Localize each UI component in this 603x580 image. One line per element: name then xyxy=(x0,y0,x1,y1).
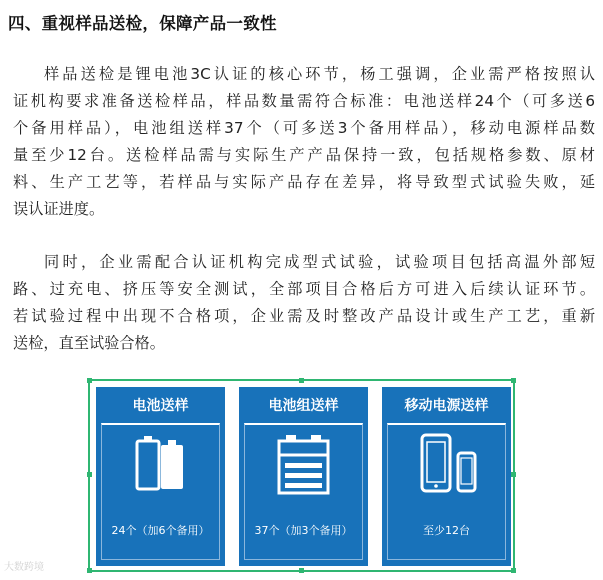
section-heading: 四、重视样品送检，保障产品一致性 xyxy=(8,14,277,33)
card-body xyxy=(244,423,363,560)
card-battery-sample xyxy=(96,387,225,566)
paragraph-line: 误认证进度。 xyxy=(13,200,105,218)
paragraph-line: 个备用样品），电池组送样37个（可多送3个备用样品），移动电源样品数 xyxy=(13,119,595,137)
paragraph-line: 送检，直至试验合格。 xyxy=(13,334,165,352)
card-body xyxy=(101,423,220,560)
resize-handle[interactable] xyxy=(87,568,92,573)
paragraph-line: 料、生产工艺等，若样品与实际产品存在差异，将导致型式试验失败，延 xyxy=(13,173,595,191)
battery-pack-icon xyxy=(245,433,362,513)
card-body xyxy=(387,423,506,560)
resize-handle[interactable] xyxy=(299,568,304,573)
card-power-bank-sample xyxy=(382,387,511,566)
paragraph-line: 量至少12台。送检样品需与实际生产产品保持一致，包括规格参数、原材 xyxy=(13,146,595,164)
paragraph-line: 证机构要求准备送检样品，样品数量需符合标准：电池送样24个（可多送6 xyxy=(13,92,595,110)
card-title: 移动电源送样 xyxy=(404,398,489,414)
card-battery-pack-sample xyxy=(239,387,368,566)
resize-handle[interactable] xyxy=(87,472,92,477)
sample-requirements-figure[interactable] xyxy=(88,379,515,572)
resize-handle[interactable] xyxy=(511,472,516,477)
card-caption: 至少12台 xyxy=(423,524,470,537)
card-title: 电池组送样 xyxy=(268,398,339,414)
paragraph-line: 样品送检是锂电池3C认证的核心环节，杨工强调，企业需严格按照认 xyxy=(44,65,595,83)
paragraph-sample-submission xyxy=(13,61,595,223)
phone-power-bank-icon xyxy=(388,433,505,513)
card-caption: 24个（加6个备用） xyxy=(111,524,210,537)
card-caption: 37个（加3个备用） xyxy=(254,524,353,537)
resize-handle[interactable] xyxy=(511,568,516,573)
battery-cells-icon xyxy=(102,433,219,513)
resize-handle[interactable] xyxy=(87,378,92,383)
resize-handle[interactable] xyxy=(299,378,304,383)
card-title: 电池送样 xyxy=(132,398,189,414)
paragraph-line: 同时，企业需配合认证机构完成型式试验，试验项目包括高温外部短 xyxy=(44,253,595,271)
paragraph-line: 路、过充电、挤压等安全测试，全部项目合格后方可进入后续认证环节。 xyxy=(13,280,595,298)
paragraph-type-test xyxy=(13,249,595,357)
resize-handle[interactable] xyxy=(511,378,516,383)
watermark: 大数跨境 xyxy=(4,562,44,573)
paragraph-line: 若试验过程中出现不合格项，企业需及时整改产品设计或生产工艺，重新 xyxy=(13,307,595,325)
